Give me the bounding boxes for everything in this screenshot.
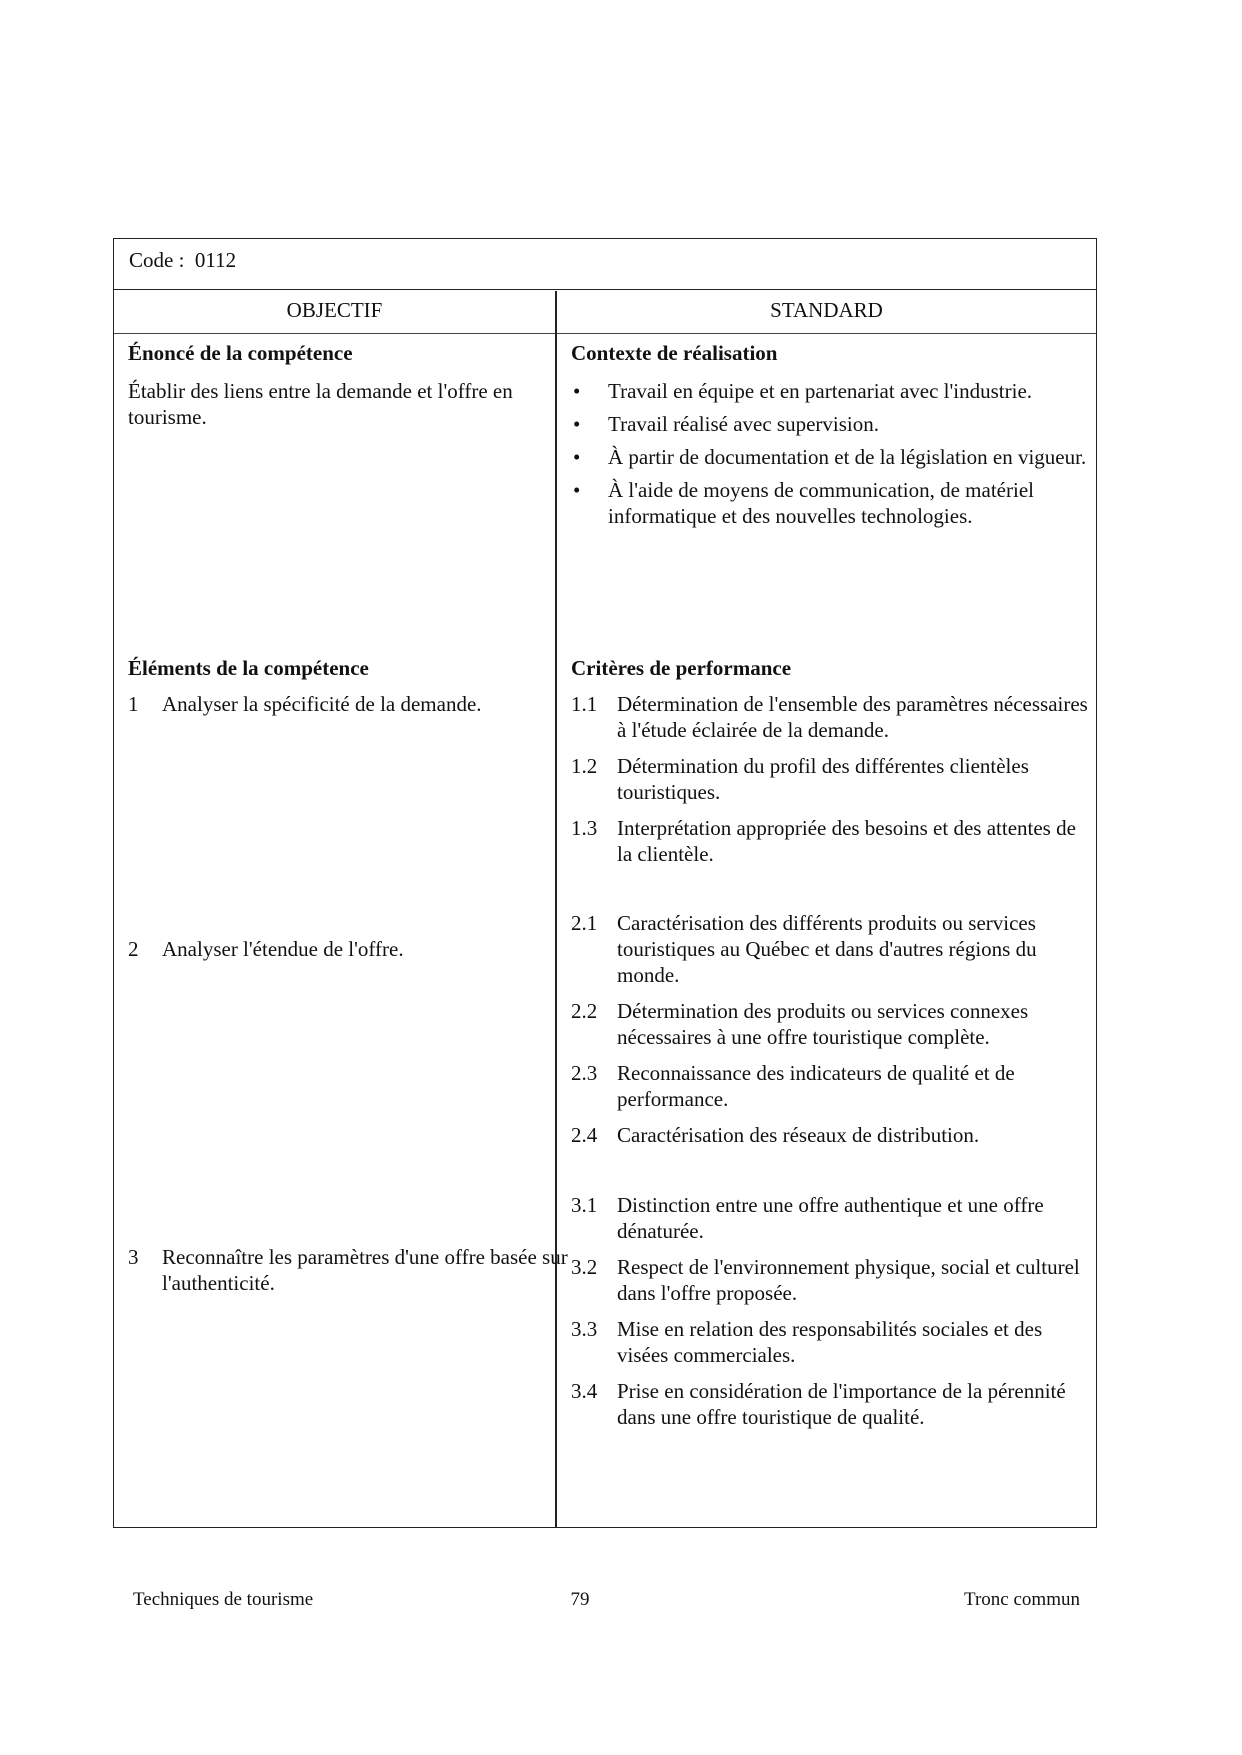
element-number: 1: [128, 692, 139, 716]
critere-text: Caractérisation des différents produits ou services touristiques au Québec et dans d'autres régions du monde.: [617, 911, 1037, 987]
criteres-title: [571, 655, 1091, 681]
enonce-section: [128, 340, 546, 430]
bullet-icon: •: [573, 478, 581, 502]
elements-title: [128, 655, 546, 681]
contexte-item-text: Travail en équipe et en partenariat avec l'industrie.: [608, 379, 1033, 403]
contexte-item: [571, 444, 1091, 470]
competency-table: [113, 238, 1097, 1528]
code-row: [114, 239, 1096, 290]
critere-text: Mise en relation des responsabilités sociales et des visées commerciales.: [617, 1317, 1043, 1367]
column-divider: [555, 291, 557, 1527]
critere-number: 3.4: [571, 1379, 598, 1403]
critere-number: 2.3: [571, 1061, 598, 1085]
critere-item: [571, 1378, 1091, 1430]
contexte-section: [571, 340, 1091, 536]
footer-right: Tronc commun: [964, 1589, 1080, 1610]
contexte-title: Contexte de réalisation: [571, 341, 778, 365]
criteres-group-1: [571, 691, 1091, 877]
contexte-item: [571, 411, 1091, 437]
code-value: 0112: [194, 248, 237, 272]
page-number: 79: [570, 1589, 590, 1610]
critere-text: Respect de l'environnement physique, social et culturel dans l'offre proposée.: [617, 1255, 1080, 1305]
contexte-list: [571, 378, 1091, 529]
objectif-header: OBJECTIF: [286, 298, 383, 322]
element-1: [128, 691, 580, 717]
critere-item: [571, 815, 1091, 867]
criteres-group-2: [571, 910, 1091, 1158]
critere-text: Détermination de l'ensemble des paramètres nécessaires à l'étude éclairée de la demande.: [617, 692, 1088, 742]
critere-number: 3.2: [571, 1255, 598, 1279]
element-2: [128, 936, 580, 962]
contexte-item-text: À partir de documentation et de la législation en vigueur.: [608, 445, 1087, 469]
critere-number: 3.1: [571, 1193, 598, 1217]
bullet-icon: •: [573, 412, 581, 436]
enonce-text: Établir des liens entre la demande et l'offre en tourisme.: [128, 379, 513, 429]
critere-number: 1.1: [571, 692, 598, 716]
bullet-icon: •: [573, 379, 581, 403]
critere-item: [571, 998, 1091, 1050]
critere-item: [571, 1060, 1091, 1112]
critere-item: [571, 691, 1091, 743]
elements-title-text: Éléments de la compétence: [128, 656, 369, 680]
element-text: Analyser l'étendue de l'offre.: [162, 937, 404, 961]
element-number: 2: [128, 937, 139, 961]
critere-number: 2.4: [571, 1123, 598, 1147]
critere-text: Reconnaissance des indicateurs de qualité et de performance.: [617, 1061, 1015, 1111]
critere-text: Caractérisation des réseaux de distribution.: [617, 1123, 980, 1147]
element-number: 3: [128, 1245, 139, 1269]
critere-text: Prise en considération de l'importance de la pérennité dans une offre touristique de qualité.: [617, 1379, 1066, 1429]
critere-item: [571, 1254, 1091, 1306]
contexte-item-text: Travail réalisé avec supervision.: [608, 412, 879, 436]
footer-left: Techniques de tourisme: [133, 1589, 314, 1610]
element-3: [128, 1244, 580, 1296]
element-text: Analyser la spécificité de la demande.: [162, 692, 482, 716]
critere-number: 1.2: [571, 754, 598, 778]
contexte-item: [571, 378, 1091, 404]
critere-text: Détermination des produits ou services connexes nécessaires à une offre touristique complète.: [617, 999, 1029, 1049]
critere-item: [571, 1316, 1091, 1368]
critere-number: 2.2: [571, 999, 598, 1023]
critere-item: [571, 753, 1091, 805]
enonce-title: Énoncé de la compétence: [128, 341, 353, 365]
bullet-icon: •: [573, 445, 581, 469]
critere-item: [571, 1122, 1091, 1148]
code-label: Code :: [129, 248, 185, 272]
standard-header: STANDARD: [770, 298, 883, 322]
critere-text: Distinction entre une offre authentique et une offre dénaturée.: [617, 1193, 1044, 1243]
contexte-item: [571, 477, 1091, 529]
critere-number: 2.1: [571, 911, 598, 935]
critere-item: [571, 910, 1091, 988]
critere-text: Détermination du profil des différentes clientèles touristiques.: [617, 754, 1029, 804]
code-line: [129, 248, 236, 273]
contexte-item-text: À l'aide de moyens de communication, de matériel informatique et des nouvelles technologies.: [608, 478, 1034, 528]
critere-text: Interprétation appropriée des besoins et des attentes de la clientèle.: [617, 816, 1076, 866]
critere-item: [571, 1192, 1091, 1244]
criteres-group-3: [571, 1192, 1091, 1440]
criteres-title-text: Critères de performance: [571, 656, 792, 680]
critere-number: 3.3: [571, 1317, 598, 1341]
critere-number: 1.3: [571, 816, 598, 840]
element-text: Reconnaître les paramètres d'une offre basée sur l'authenticité.: [162, 1245, 568, 1295]
header-row: [114, 291, 1096, 334]
